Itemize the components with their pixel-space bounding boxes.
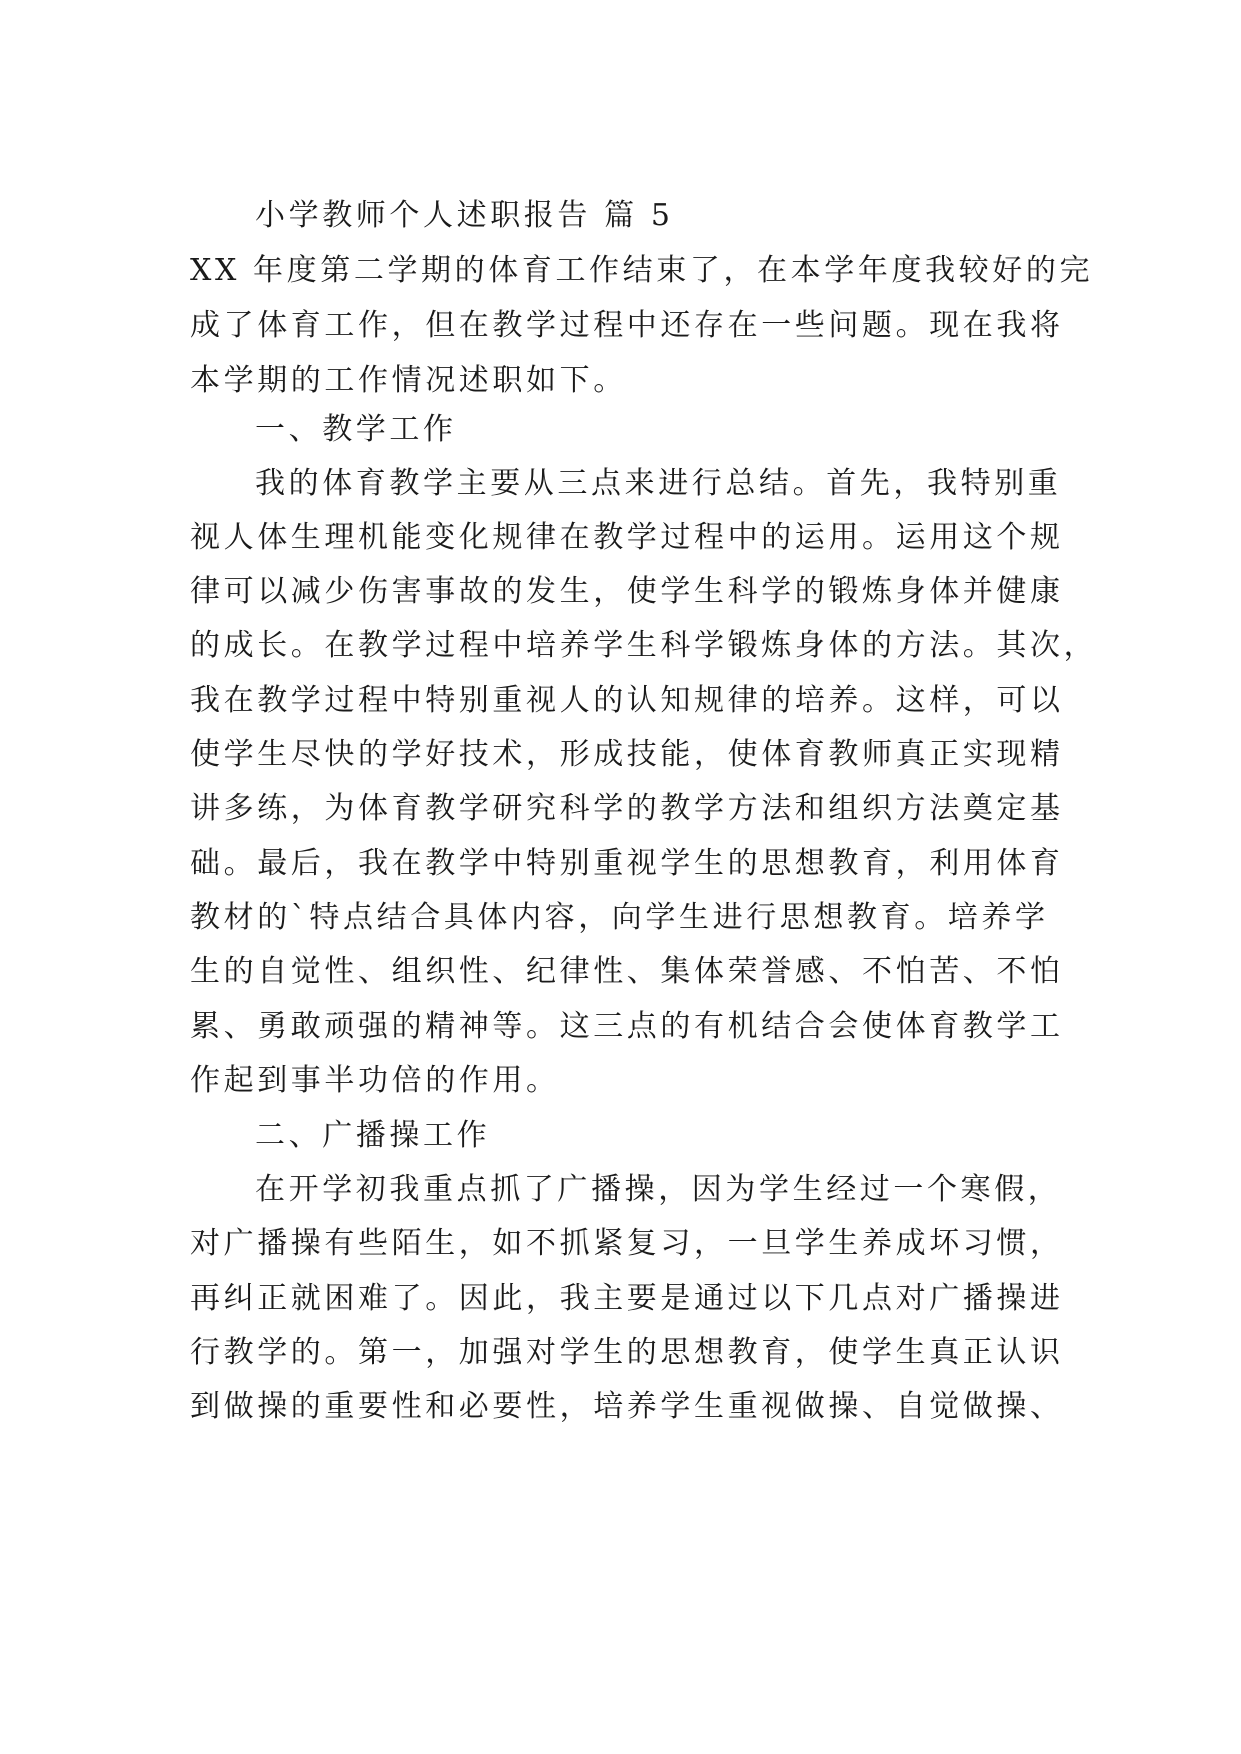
text-line: 我在教学过程中特别重视人的认知规律的培养。这样，可以 (190, 683, 1064, 718)
section-heading: 一、教学工作 (255, 412, 457, 447)
text-line: 我的体育教学主要从三点来进行总结。首先，我特别重 (255, 466, 1062, 501)
section-heading: 二、广播操工作 (255, 1118, 491, 1153)
text-line: 生的自觉性、组织性、纪律性、集体荣誉感、不怕苦、不怕 (190, 954, 1064, 989)
text-line: 行教学的。第一，加强对学生的思想教育，使学生真正认识 (190, 1335, 1064, 1370)
text-line: 教材的`特点结合具体内容，向学生进行思想教育。培养学 (190, 900, 1049, 935)
text-line: 本学期的工作情况述职如下。 (190, 363, 627, 398)
text-line: 视人体生理机能变化规律在教学过程中的运用。运用这个规 (190, 520, 1064, 555)
text-line: 础。最后，我在教学中特别重视学生的思想教育，利用体育 (190, 846, 1064, 881)
text-line: 对广播操有些陌生，如不抓紧复习，一旦学生养成坏习惯， (190, 1226, 1064, 1261)
text-line: 在开学初我重点抓了广播操，因为学生经过一个寒假， (255, 1172, 1062, 1207)
text-line: XX 年度第二学期的体育工作结束了，在本学年度我较好的完 (190, 253, 1094, 288)
text-line: 再纠正就困难了。因此，我主要是通过以下几点对广播操进 (190, 1281, 1064, 1316)
text-line: 成了体育工作，但在教学过程中还存在一些问题。现在我将 (190, 308, 1064, 343)
text-line: 使学生尽快的学好技术，形成技能，使体育教师真正实现精 (190, 737, 1064, 772)
document-title: 小学教师个人述职报告 篇 5 (255, 198, 674, 233)
text-line: 律可以减少伤害事故的发生，使学生科学的锻炼身体并健康 (190, 574, 1064, 609)
text-line: 到做操的重要性和必要性，培养学生重视做操、自觉做操、 (190, 1389, 1064, 1424)
text-line: 的成长。在教学过程中培养学生科学锻炼身体的方法。其次， (190, 628, 1098, 663)
text-line: 讲多练，为体育教学研究科学的教学方法和组织方法奠定基 (190, 791, 1064, 826)
text-line: 作起到事半功倍的作用。 (190, 1063, 560, 1098)
text-line: 累、勇敢顽强的精神等。这三点的有机结合会使体育教学工 (190, 1009, 1064, 1044)
